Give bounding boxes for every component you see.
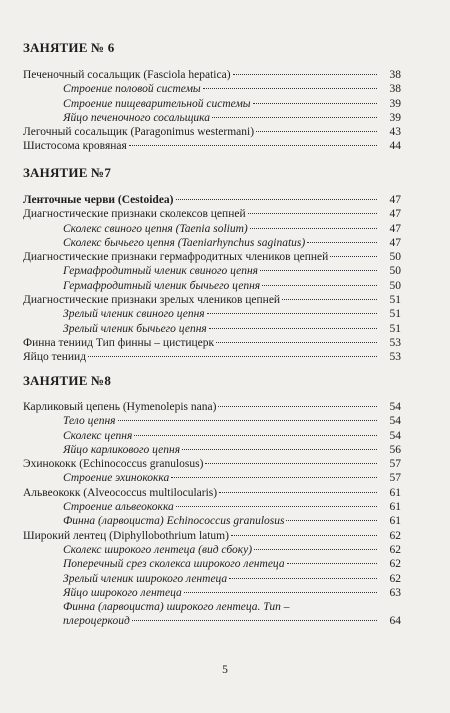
toc-entry-page: 62 — [389, 543, 401, 556]
toc-entry — [23, 457, 401, 471]
toc-entry-title: Сколекс цепня — [63, 429, 133, 442]
toc-entry — [23, 250, 401, 264]
toc-entry-title: Карликовый цепень (Hymenolepis nana) — [23, 401, 217, 413]
toc-entry — [23, 400, 401, 414]
dot-leader — [253, 103, 377, 104]
toc-entry-title: Зрелый членик свиного цепня — [63, 308, 205, 321]
dot-leader — [88, 356, 377, 357]
dot-leader — [250, 228, 377, 229]
toc-entry-title: Яйцо широкого лентеца — [63, 586, 182, 599]
toc-entry — [23, 293, 401, 307]
toc-entry — [23, 207, 401, 221]
toc-entry-page: 50 — [389, 279, 401, 292]
toc-entry-page: 51 — [389, 308, 401, 321]
toc-entry-page: 56 — [389, 443, 401, 456]
toc-entry — [23, 429, 401, 443]
dot-leader — [231, 535, 377, 536]
toc-entry-page: 38 — [389, 83, 401, 96]
dot-leader — [176, 199, 377, 200]
section-heading-6: ЗАНЯТИЕ № 6 — [23, 40, 115, 55]
toc-section-6 — [23, 68, 401, 154]
toc-entry — [23, 350, 401, 364]
toc-entry — [23, 543, 401, 557]
toc-entry-title: Широкий лентец (Diphyllobothrium latum) — [23, 529, 229, 542]
dot-leader — [330, 256, 377, 257]
dot-leader — [219, 492, 377, 493]
toc-entry-page: 47 — [389, 222, 401, 235]
dot-leader — [216, 342, 377, 343]
toc-entry-page: 63 — [389, 586, 401, 599]
toc-entry-title: Диагностические признаки гермафродитных члеников цепней — [23, 251, 329, 264]
toc-entry-page: 54 — [389, 429, 401, 442]
toc-entry — [23, 279, 401, 293]
toc-entry — [23, 125, 401, 139]
dot-leader — [118, 420, 377, 421]
toc-entry-title: Эхинококк (Echinococcus granulosus) — [23, 458, 204, 471]
dot-leader — [184, 592, 377, 593]
toc-entry-page: 57 — [389, 472, 401, 485]
toc-entry-title: Зрелый членик бычьего цепня — [63, 322, 207, 335]
toc-entry-title: Зрелый членик широкого лентеца — [63, 572, 228, 585]
toc-entry-title: Сколекс широкого лентеца (вид сбоку) — [63, 543, 253, 556]
toc-entry-title: Строение альвеококка — [63, 501, 174, 514]
toc-entry-title: Печеночный сосальщик (Fasciola hepatica) — [23, 69, 231, 81]
toc-entry — [23, 82, 401, 96]
toc-entry-title: Гермафродитный членик свиного цепня — [63, 265, 259, 278]
toc-entry-page: 39 — [389, 111, 401, 124]
dot-leader — [207, 313, 377, 314]
toc-entry — [23, 443, 401, 457]
toc-entry-title: Сколекс свиного цепня (Taenia solium) — [63, 222, 248, 235]
toc-entry-page: 50 — [389, 251, 401, 264]
toc-entry-page: 47 — [389, 208, 401, 221]
section-heading-8: ЗАНЯТИЕ №8 — [23, 373, 112, 388]
dot-leader — [171, 477, 377, 478]
toc-entry-title: Строение эхинококка — [63, 472, 170, 485]
toc-entry-page: 62 — [389, 572, 401, 585]
toc-entry-page: 47 — [389, 236, 401, 249]
dot-leader — [218, 406, 377, 407]
toc-entry-title: Тело цепня — [63, 415, 116, 428]
toc-entry-title: Сколекс бычьего цепня (Taeniarhynchus saginatus) — [63, 236, 306, 249]
toc-entry-page: 61 — [389, 501, 401, 514]
dot-leader — [182, 449, 377, 450]
dot-leader — [229, 578, 377, 579]
toc-entry-page: 64 — [389, 615, 401, 628]
toc-entry-title: Диагностические признаки сколексов цепней — [23, 208, 246, 221]
toc-entry — [23, 514, 401, 528]
dot-leader — [129, 145, 377, 146]
toc-entry-page: 53 — [389, 336, 401, 349]
toc-entry-title: Яйцо карликового цепня — [63, 443, 181, 456]
toc-entry-page: 57 — [389, 458, 401, 471]
dot-leader — [254, 549, 377, 550]
toc-entry-page: 54 — [389, 401, 401, 413]
toc-entry — [23, 471, 401, 485]
dot-leader — [307, 242, 377, 243]
toc-entry-title: Яйцо тениид — [23, 351, 87, 364]
page-number: 5 — [222, 664, 228, 676]
dot-leader — [287, 563, 377, 564]
toc-entry-title: Финна (ларвоциста) широкого лентеца. Тип – — [63, 601, 290, 614]
toc-entry-page: 54 — [389, 415, 401, 428]
toc-entry — [23, 222, 401, 236]
toc-entry-page: 39 — [389, 97, 401, 110]
dot-leader — [205, 463, 377, 464]
toc-entry — [23, 414, 401, 428]
toc-entry-title: Легочный сосальщик (Paragonimus westermani) — [23, 126, 255, 139]
toc-entry-title: Строение половой системы — [63, 83, 201, 96]
toc-entry — [23, 236, 401, 250]
dot-leader — [233, 74, 377, 75]
toc-entry-page: 43 — [389, 126, 401, 139]
toc-entry-page: 61 — [389, 515, 401, 528]
dot-leader — [176, 506, 377, 507]
dot-leader — [212, 117, 377, 118]
toc-entry — [23, 264, 401, 278]
toc-entry-page: 51 — [389, 322, 401, 335]
toc-entry-title: плероцеркоид — [63, 615, 130, 628]
toc-entry-title: Поперечный срез сколекса широкого лентеца — [63, 558, 285, 571]
dot-leader — [262, 285, 377, 286]
dot-leader — [260, 270, 377, 271]
dot-leader — [134, 435, 377, 436]
toc-entry — [23, 586, 401, 600]
toc-entry-page: 53 — [389, 351, 401, 364]
toc-entry — [23, 500, 401, 514]
toc-entry-title: Финна тениид Тип финны – цистицерк — [23, 336, 215, 349]
toc-section-7 — [23, 193, 401, 365]
toc-entry-page: 50 — [389, 265, 401, 278]
toc-entry — [23, 68, 401, 82]
toc-entry — [23, 111, 401, 125]
toc-entry-page: 44 — [389, 140, 401, 153]
toc-entry-title: Шистосома кровяная — [23, 140, 127, 153]
dot-leader — [286, 520, 377, 521]
toc-section-8 — [23, 400, 401, 629]
toc-entry — [23, 193, 401, 207]
toc-entry-page: 61 — [389, 486, 401, 499]
section-heading-7: ЗАНЯТИЕ №7 — [23, 165, 112, 180]
toc-entry-page: 51 — [389, 294, 401, 307]
toc-entry-title: Финна (ларвоциста) Echinococcus granulosus — [63, 515, 285, 528]
toc-entry-title: Ленточные черви (Cestoidea) — [23, 194, 174, 206]
toc-entry-title: Альвеококк (Alveococcus multilocularis) — [23, 486, 218, 499]
dot-leader — [209, 328, 377, 329]
toc-entry — [23, 529, 401, 543]
toc-entry — [23, 336, 401, 350]
toc-entry — [23, 486, 401, 500]
toc-entry — [23, 322, 401, 336]
toc-entry — [23, 614, 401, 628]
dot-leader — [132, 620, 377, 621]
dot-leader — [256, 131, 377, 132]
dot-leader — [282, 299, 377, 300]
dot-leader — [248, 213, 377, 214]
toc-entry-title: Строение пищеварительной системы — [63, 97, 251, 110]
toc-entry — [23, 557, 401, 571]
dot-leader — [203, 88, 377, 89]
toc-entry-page: 47 — [389, 194, 401, 206]
toc-entry-page: 62 — [389, 558, 401, 571]
toc-entry — [23, 97, 401, 111]
toc-entry-page: 38 — [389, 69, 401, 81]
toc-entry-page: 62 — [389, 529, 401, 542]
toc-entry — [23, 139, 401, 153]
toc-entry-title: Диагностические признаки зрелых члеников цепней — [23, 294, 281, 307]
toc-entry — [23, 600, 401, 614]
toc-entry-title: Гермафродитный членик бычьего цепня — [63, 279, 261, 292]
toc-entry — [23, 572, 401, 586]
toc-entry — [23, 307, 401, 321]
toc-entry-title: Яйцо печеночного сосальщика — [63, 111, 210, 124]
